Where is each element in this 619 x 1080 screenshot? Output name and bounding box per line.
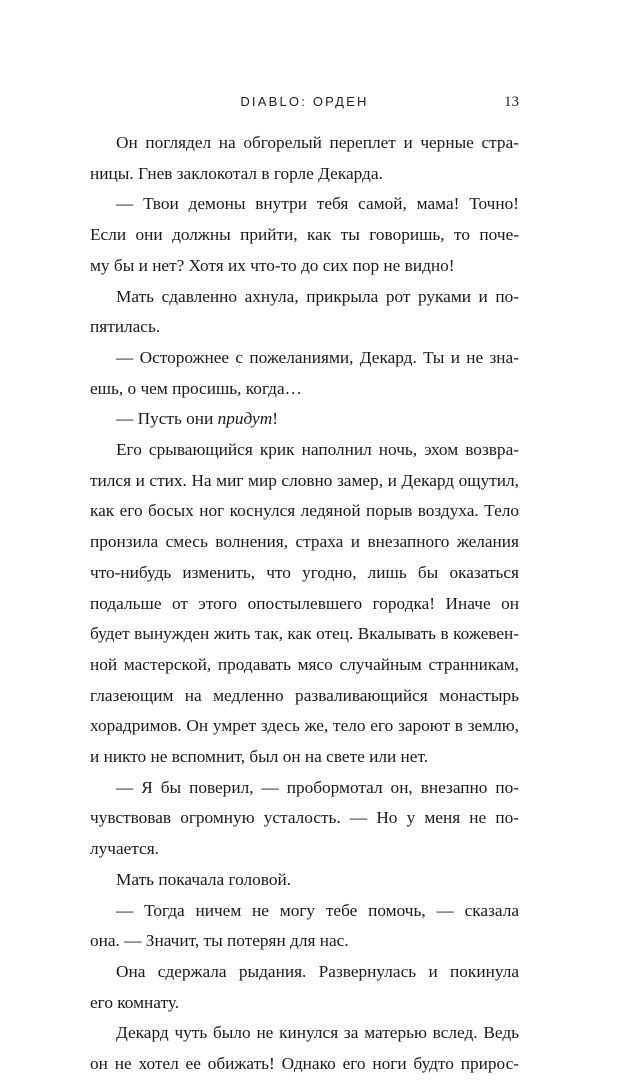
text-line: как его босых ног коснулся ледяной порыв воздуха. Тело <box>90 501 519 521</box>
text-segment: — Пусть они <box>116 409 218 429</box>
text-line: глазеющим на медленно разваливающийся монастырь <box>90 685 519 705</box>
page-number: 13 <box>504 94 519 110</box>
text-line: му бы и нет? Хотя их что-то до сих пор не видно! <box>90 255 455 275</box>
text-line <box>90 404 519 435</box>
running-title: DIABLO: ОРДЕН <box>240 94 369 109</box>
page-header <box>90 94 519 116</box>
text-line: Декард чуть было не кинулся за матерью вслед. Ведь <box>116 1023 519 1043</box>
text-line: пятилась. <box>90 317 161 337</box>
text-line: будет вынужден жить так, как отец. Вкалывать в кожевен- <box>90 624 519 644</box>
text-line: ной мастерской, продавать мясо случайным странникам, <box>90 654 519 674</box>
text-line: она. — Значит, ты потерян для нас. <box>90 931 349 951</box>
text-line: он не хотел ее обижать! Однако его ноги будто прирос- <box>90 1054 519 1074</box>
text-line: Его срывающийся крик наполнил ночь, эхом возвра- <box>116 440 519 460</box>
text-line: Мать покачала головой. <box>116 869 292 889</box>
text-line: и никто не вспомнит, был он на свете или нет. <box>90 747 429 767</box>
text-line: чувствовав огромную усталость. — Но у меня не по- <box>90 808 519 828</box>
text-line: Она сдержала рыдания. Развернулась и покинула <box>116 961 519 981</box>
emphasis-word: придут <box>217 409 273 429</box>
text-line: ешь, о чем просишь, когда… <box>90 378 302 398</box>
text-segment: ! <box>272 409 278 429</box>
text-line: лучается. <box>90 839 159 859</box>
text-line: его комнату. <box>90 992 180 1012</box>
text-line: подальше от этого опостылевшего городка! Иначе он <box>90 593 519 613</box>
text-line: тился и стих. На миг мир словно замер, и Декард ощутил, <box>90 470 519 490</box>
text-line: хорадримов. Он умрет здесь же, тело его зароют в землю, <box>90 716 519 736</box>
text-line: — Осторожнее с пожеланиями, Декард. Ты и не зна- <box>116 347 519 367</box>
text-line: — Я бы поверил, — пробормотал он, внезапно по- <box>116 777 519 797</box>
text-line: Мать сдавленно ахнула, прикрыла рот руками и по- <box>116 286 519 306</box>
text-line: пронзила смесь волнения, страха и внезапного желания <box>90 532 519 552</box>
text-line: ницы. Гнев заклокотал в горле Декарда. <box>90 163 383 183</box>
text-line: — Тогда ничем не могу тебе помочь, — сказала <box>116 900 519 920</box>
text-line: Если они должны прийти, как ты говоришь, то поче- <box>90 225 519 245</box>
body-text <box>90 128 519 1080</box>
text-line: — Твои демоны внутри тебя самой, мама! Точно! <box>116 194 519 214</box>
text-line: что-нибудь изменить, что угодно, лишь бы оказаться <box>90 562 519 582</box>
text-line: Он поглядел на обгорелый переплет и черные стра- <box>116 133 519 152</box>
